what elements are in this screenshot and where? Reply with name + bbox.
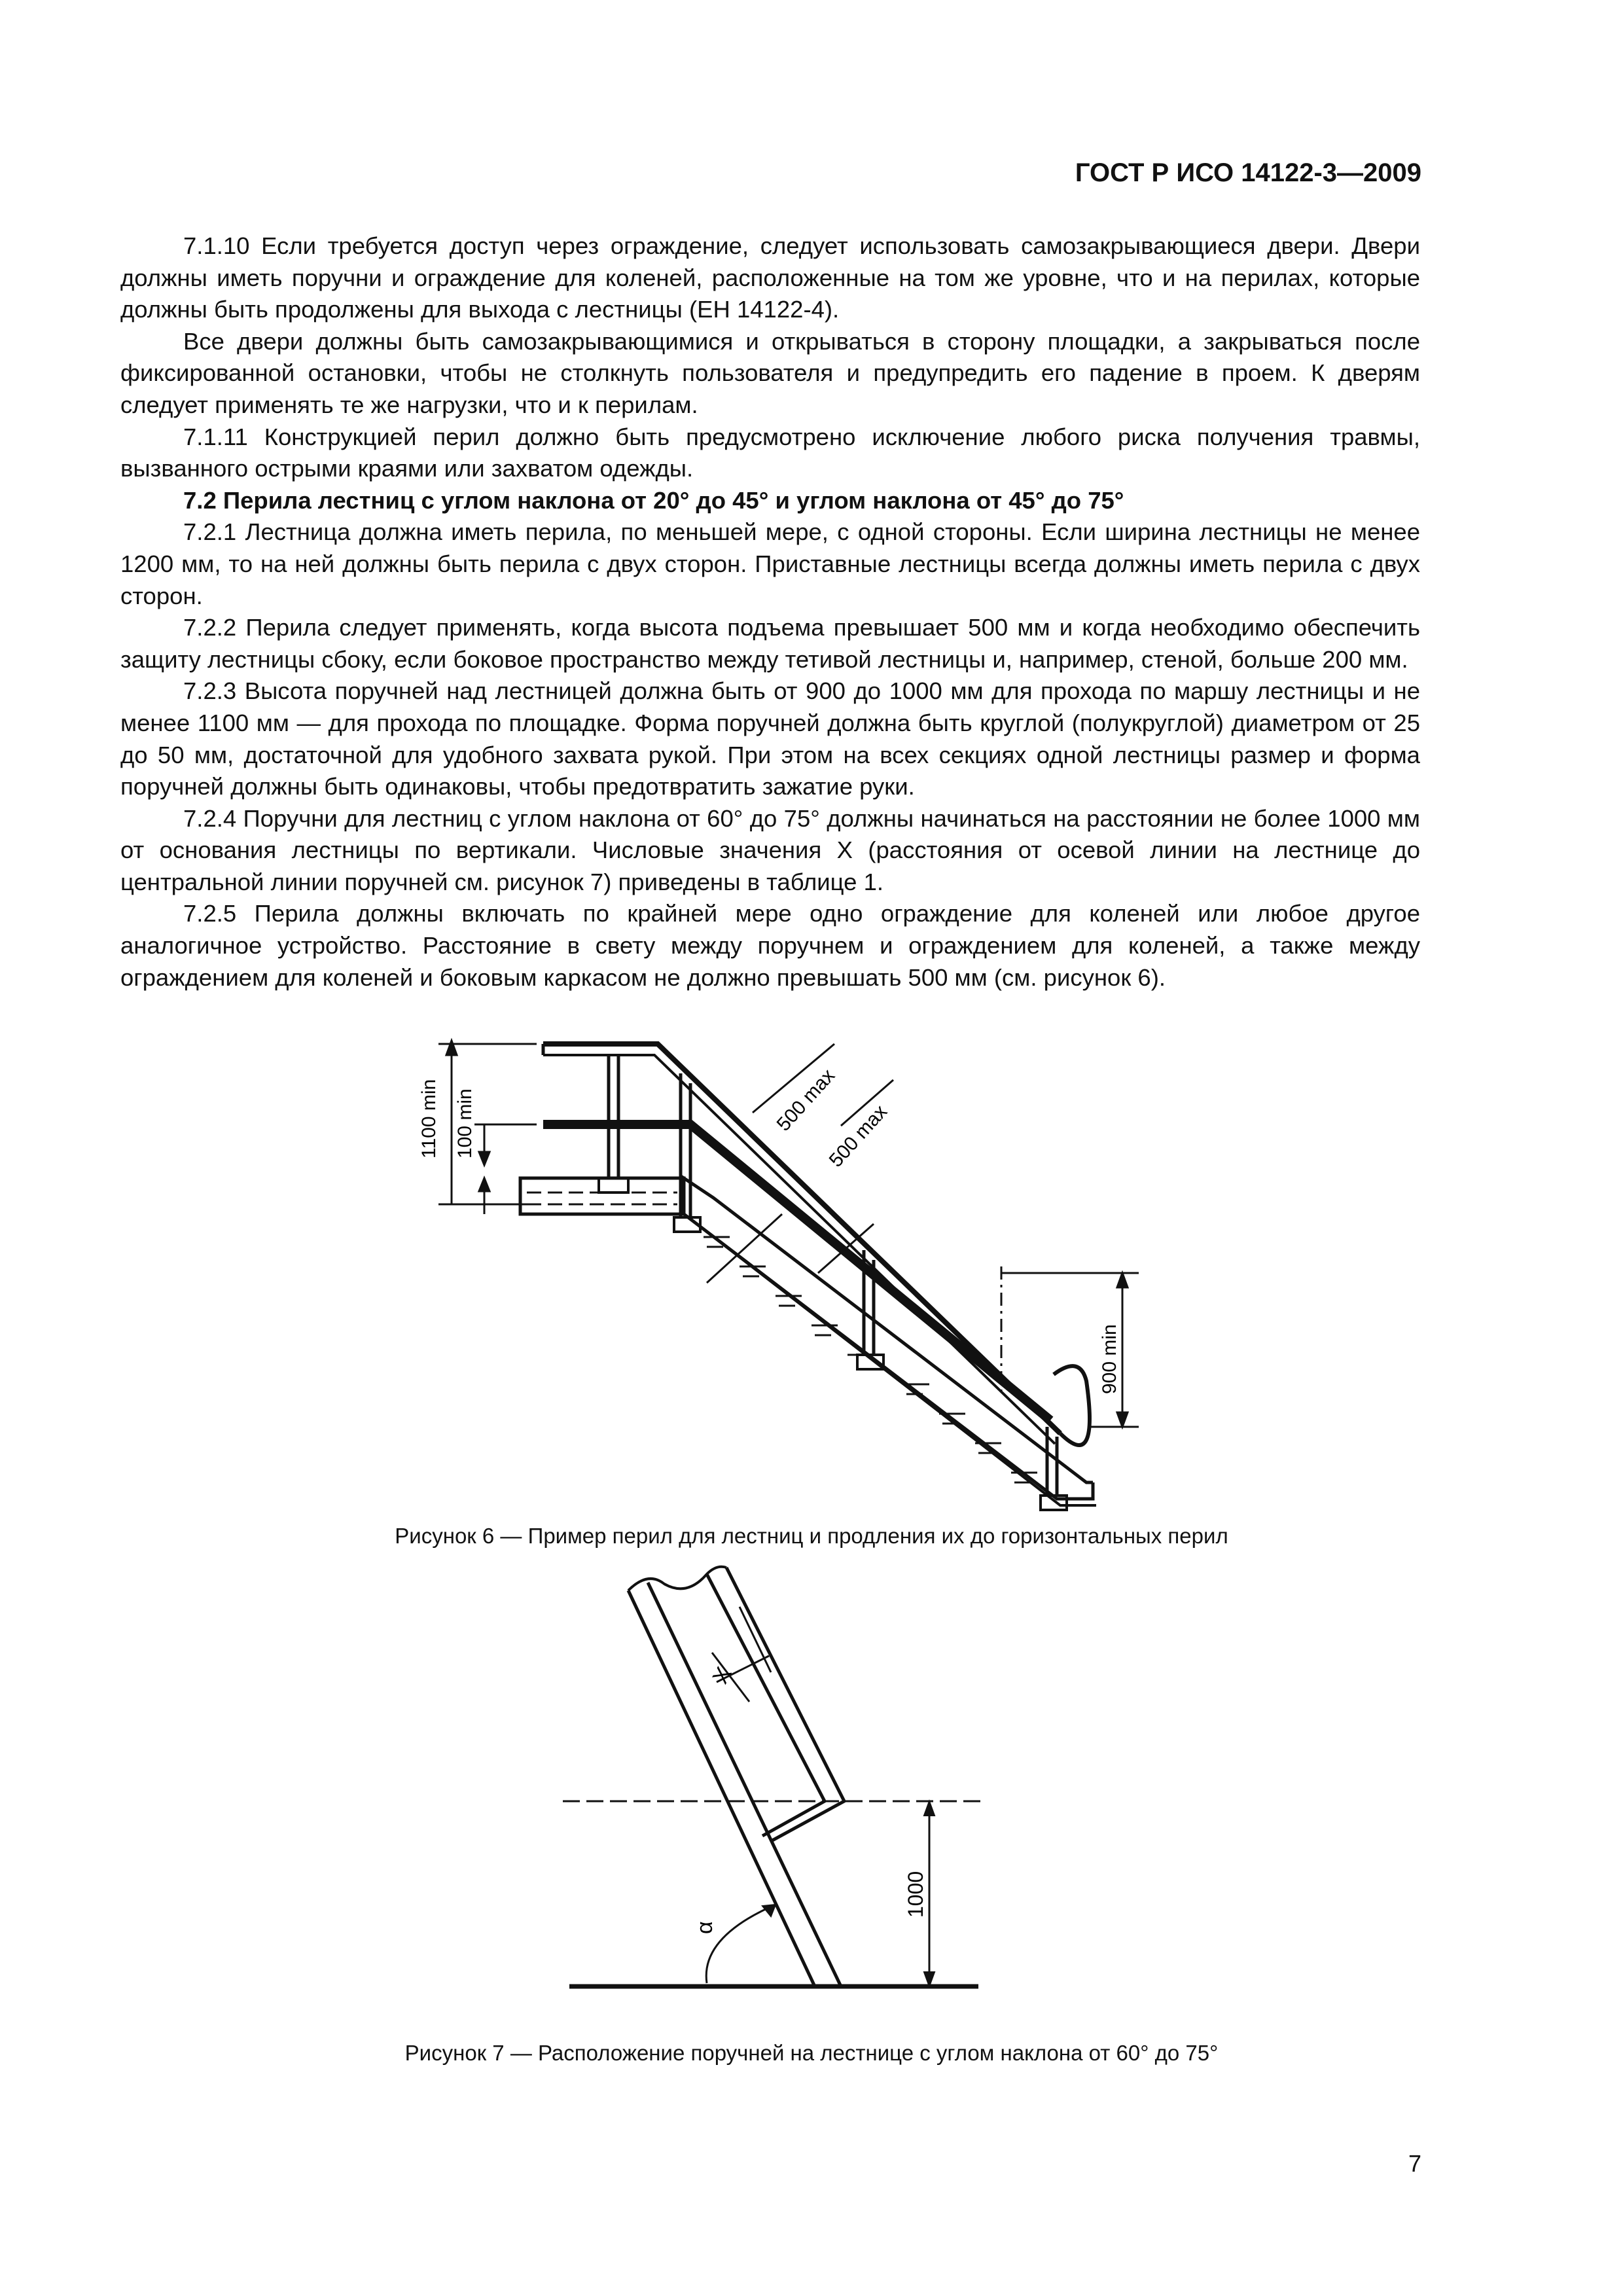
paragraph-doors: Все двери должны быть самозакрывающимися и открываться в сторону площадки, а закрываться после фиксированной остановки, чтобы не столкнуть пользователя и предупредить его падение в проем. К дверям следует применять те же нагрузки, что и к перилам. <box>120 327 1420 418</box>
paragraph-7-1-11: 7.1.11 Конструкцией перил должно быть предусмотрено исключение любого риска получения травмы, вызванного острыми краями или захватом одежды. <box>120 423 1420 482</box>
figure-6-caption: Рисунок 6 — Пример перил для лестниц и продления их до горизонтальных перил <box>395 1524 1228 1548</box>
document-header: ГОСТ Р ИСО 14122-3—2009 <box>1075 158 1421 187</box>
label-1000: 1000 <box>904 1871 927 1918</box>
label-alpha: α <box>692 1921 717 1934</box>
section-heading-7-2: 7.2 Перила лестниц с углом наклона от 20° до 45° и углом наклона от 45° до 75° <box>183 486 1124 514</box>
paragraph-7-1-10: 7.1.10 Если требуется доступ через ограждение, следует использовать самозакрывающиеся двери. Двери должны иметь поручни и ограждение для коленей, расположенные на том же уровне, что и на перилах, которые должны быть продолжены для выхода с лестницы (ЕН 14122-4). <box>120 232 1420 323</box>
paragraph-7-2-2: 7.2.2 Перила следует применять, когда высота подъема превышает 500 мм и когда необходимо обеспечить защиту лестницы сбоку, если боковое пространство между тетивой лестницы и, например, стеной, больше 200 мм. <box>120 614 1420 673</box>
label-1100-min: 1100 min <box>418 1079 440 1158</box>
paragraph-7-2-4: 7.2.4 Поручни для лестниц с углом наклона от 60° до 75° должны начинаться на расстоянии не более 1000 мм от основания лестницы по вертикали. Числовые значения X (расстояния от осевой линии на лестнице до центральной линии поручней см. рисунок 7) приведены в таблице 1. <box>120 804 1420 895</box>
paragraph-7-2-3: 7.2.3 Высота поручней над лестницей должна быть от 900 до 1000 мм для прохода по маршу лестницы и не менее 1100 мм — для прохода по площадке. Форма поручней должна быть круглой (полукруглой) диаметром от 25 до 50 мм, достаточной для удобного захвата рукой. При этом на всех секциях одной лестницы размер и форма поручней должны быть одинаковы, чтобы предотвратить зажатие руки. <box>120 677 1420 800</box>
label-x: X <box>707 1662 737 1688</box>
label-500-max-1: 500 max <box>772 1065 840 1136</box>
label-100-min: 100 min <box>454 1088 476 1158</box>
figure-7-caption: Рисунок 7 — Расположение поручней на лестнице с углом наклона от 60° до 75° <box>404 2041 1219 2065</box>
label-900-min: 900 min <box>1099 1324 1120 1394</box>
paragraph-7-2-5: 7.2.5 Перила должны включать по крайней мере одно ограждение для коленей или любое другое аналогичное устройство. Расстояние в свету между поручнем и ограждением для коленей, а также между ограждением для коленей и боковым каркасом не должно превышать 500 мм (см. рисунок 6). <box>120 900 1420 991</box>
ladder-stile-front <box>628 1590 815 1986</box>
label-500-max-2: 500 max <box>825 1101 892 1172</box>
paragraph-7-2-1: 7.2.1 Лестница должна иметь перила, по меньшей мере, с одной стороны. Если ширина лестницы не менее 1200 мм, то на ней должны быть перила с двух сторон. Приставные лестницы всегда должны иметь перила с двух сторон. <box>120 518 1420 609</box>
page-number: 7 <box>1408 2150 1421 2177</box>
